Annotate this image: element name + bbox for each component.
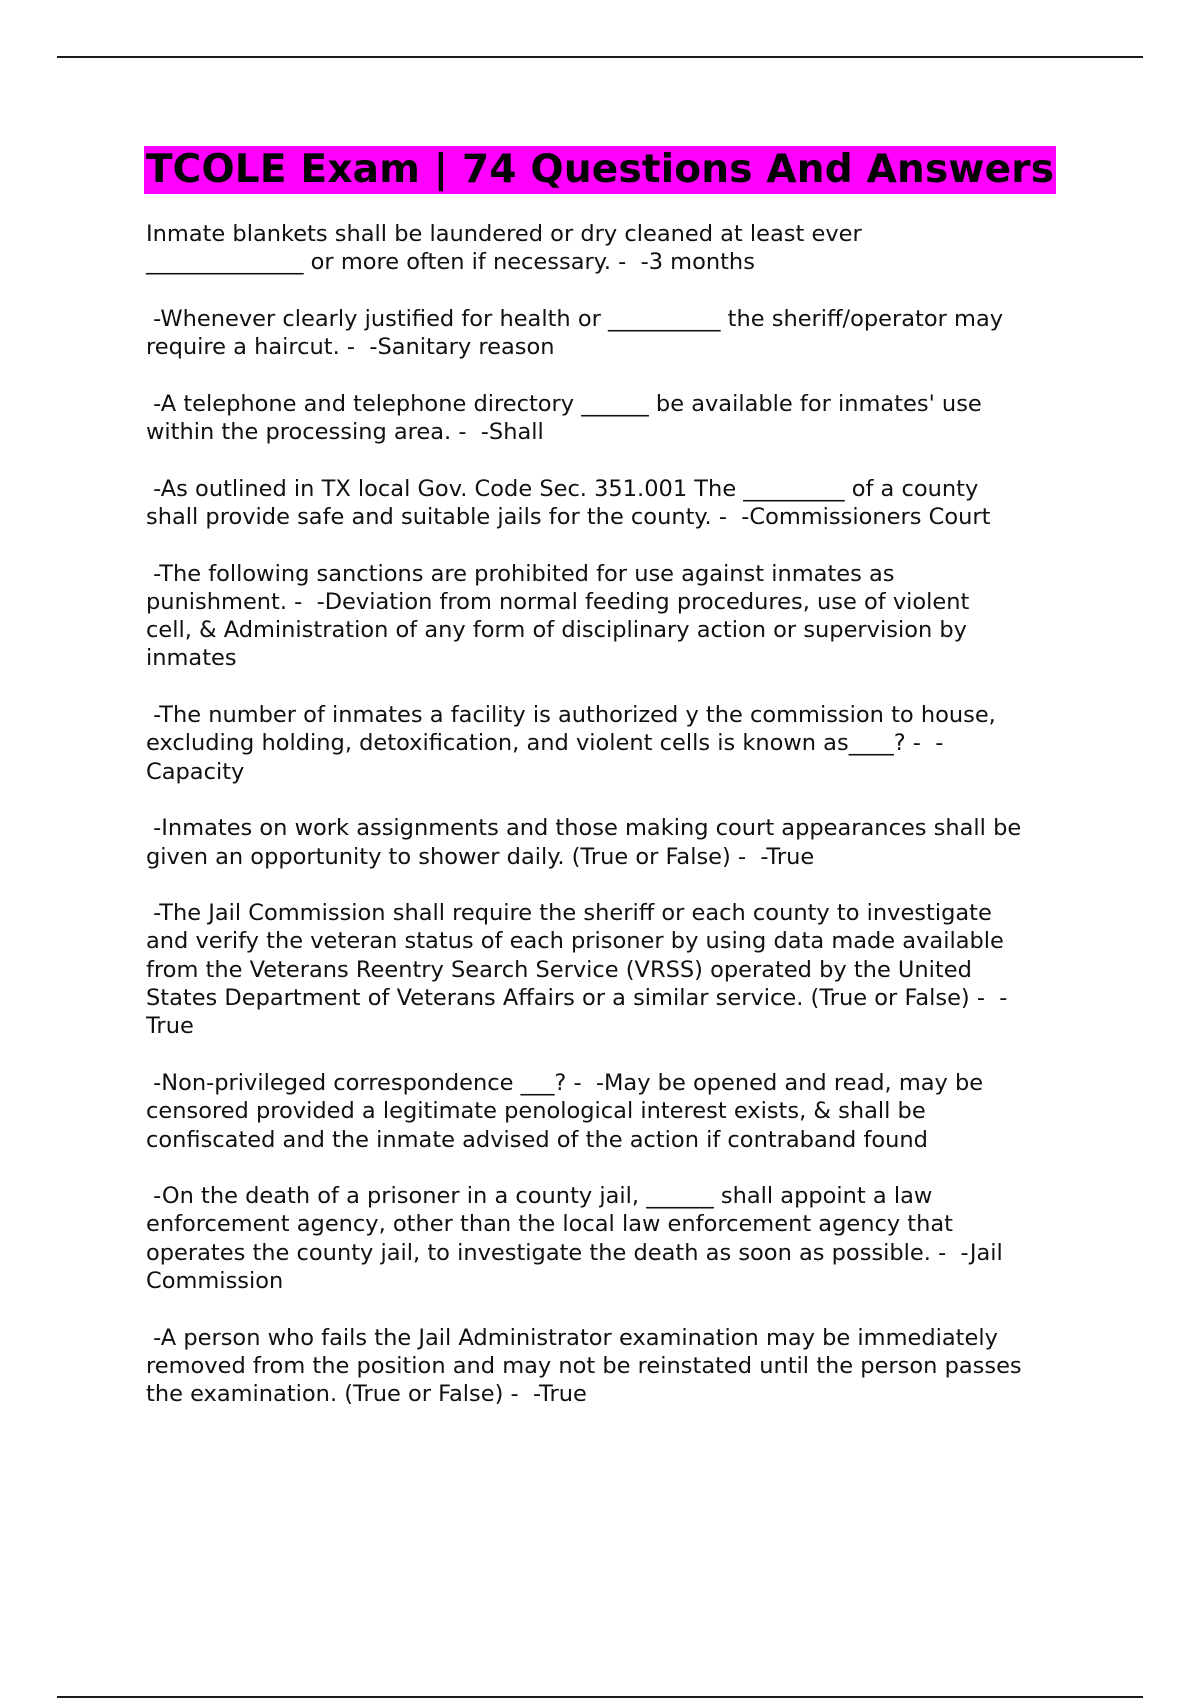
qa-item-7: -Inmates on work assignments and those making court appearances shall be given an opportunity to shower daily. (True or False) - -True (146, 815, 1022, 870)
qa-item-4: -As outlined in TX local Gov. Code Sec. 351.001 The _________ of a county shall provide safe and suitable jails for the county. - -Commissioners Court (146, 475, 991, 530)
qa-item-1: Inmate blankets shall be laundered or dry cleaned at least ever ______________ or more often if necessary. - -3 months (146, 221, 862, 276)
page-title: TCOLE Exam | 74 Questions And Answers (145, 147, 1055, 192)
qa-item-8: -The Jail Commission shall require the sheriff or each county to investigate and verify the veteran status of each prisoner by using data made available from the Veterans Reentry Search Service (VRSS) operated by the United States Department of Veterans Affairs or a similar service. (True or False) - - True (146, 900, 1008, 1040)
qa-list (146, 220, 1096, 1437)
qa-item-9: -Non-privileged correspondence ___? - -May be opened and read, may be censored provided a legitimate penological interest exists, & shall be confiscated and the inmate advised of the action if contraband found (146, 1069, 984, 1153)
title-container (0, 146, 1200, 194)
qa-item-11: -A person who fails the Jail Administrator examination may be immediately removed from the position and may not be reinstated until the person passes the examination. (True or False) - -True (146, 1324, 1022, 1408)
bottom-rule (57, 1696, 1143, 1698)
top-rule (57, 56, 1143, 58)
qa-item-2: -Whenever clearly justified for health or __________ the sheriff/operator may require a haircut. - -Sanitary reason (146, 305, 1004, 361)
qa-item-6: -The number of inmates a facility is authorized y the commission to house, excluding holding, detoxification, and violent cells is known as____? - - Capacity (146, 702, 996, 785)
qa-item-3: -A telephone and telephone directory ______ be available for inmates' use within the processing area. - -Shall (146, 390, 982, 446)
qa-item-5: -The following sanctions are prohibited for use against inmates as punishment. - -Deviation from normal feeding procedures, use of violent cell, & Administration of any form of disciplinary action or supervision by inmates (146, 560, 970, 672)
qa-item-10: -On the death of a prisoner in a county jail, ______ shall appoint a law enforcement agency, other than the local law enforcement agency that operates the county jail, to investigate the death as soon as possible. - -Jail Commission (146, 1183, 1003, 1294)
